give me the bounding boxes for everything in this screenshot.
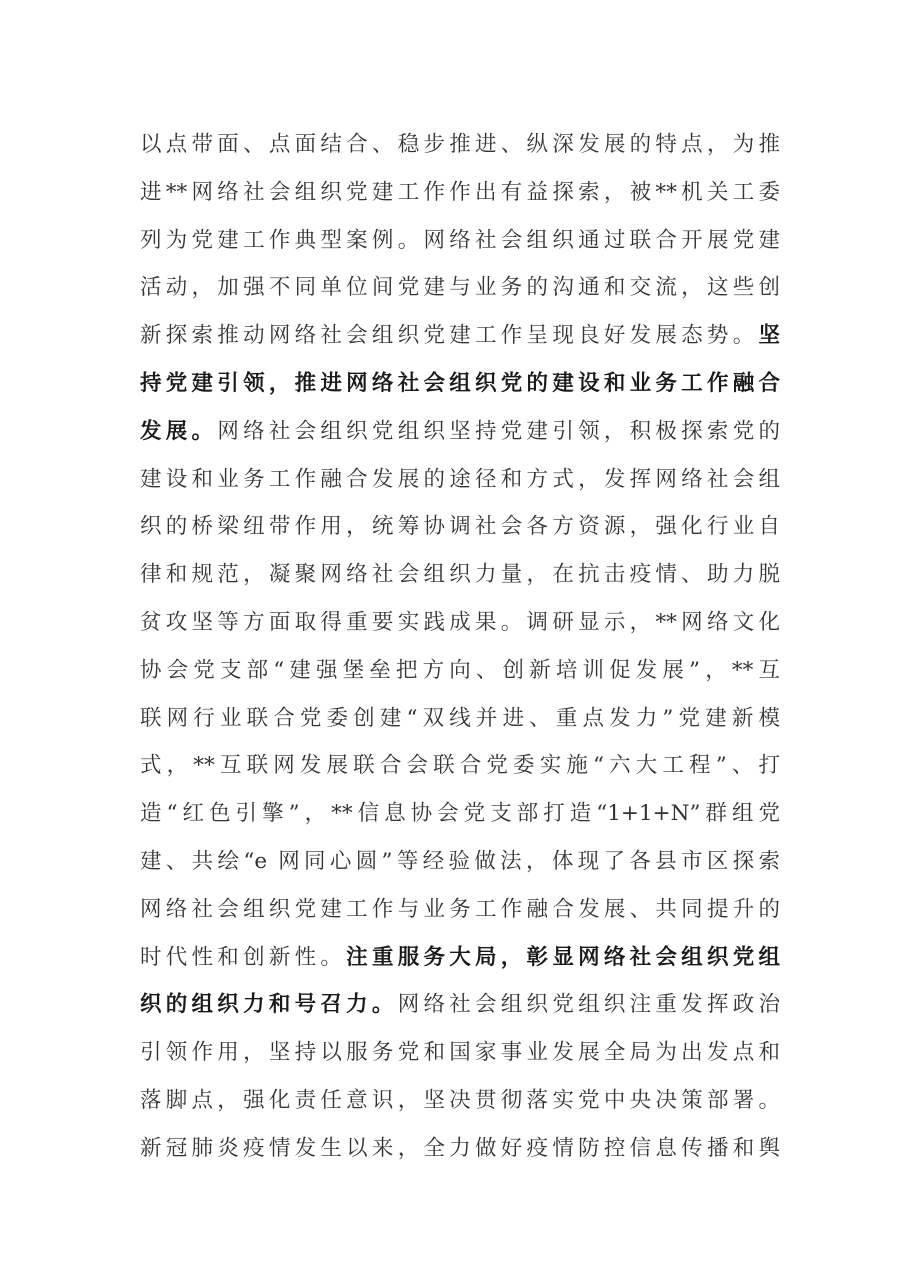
text-line [140, 790, 780, 838]
body-text-run: 联网行业联合党委创建“双线并进、重点发力”党建新模 [140, 705, 780, 731]
body-text-run: 落脚点，强化责任意识，坚决贯彻落实党中央决策部署。 [140, 1087, 780, 1113]
text-line [140, 695, 780, 743]
body-text-run: 式，**互联网发展联合会联合党委实施“六大工程”、打 [140, 753, 780, 779]
body-text-run: 时代性和创新性。 [140, 944, 347, 970]
text-line [140, 742, 780, 790]
body-text-run: 新探索推动网络社会组织党建工作呈现良好发展态势。 [140, 323, 759, 349]
text-line [140, 503, 780, 551]
text-line [140, 217, 780, 265]
text-line [140, 408, 780, 456]
text-line [140, 551, 780, 599]
text-line [140, 169, 780, 217]
text-line [140, 360, 780, 408]
text-line [140, 647, 780, 695]
body-text-run: 进**网络社会组织党建工作作出有益探索，被**机关工委 [140, 179, 780, 205]
text-line [140, 121, 780, 169]
body-text [140, 121, 780, 1173]
body-text-run: 网络社会组织党组织坚持党建引领，积极探索党的 [217, 418, 780, 444]
text-line [140, 1029, 780, 1077]
text-line [140, 981, 780, 1029]
body-text-run: 造“红色引擎”，**信息协会党支部打造“1+1+N”群组党 [140, 801, 780, 827]
bold-heading-text: 持党建引领，推进网络社会组织党的建设和业务工作融合 [140, 370, 780, 396]
text-line [140, 599, 780, 647]
body-text-run: 活动，加强不同单位间党建与业务的沟通和交流，这些创 [140, 275, 780, 301]
bold-heading-text: 织的组织力和号召力。 [140, 992, 398, 1018]
body-text-run: 以点带面、点面结合、稳步推进、纵深发展的特点，为推 [140, 132, 780, 157]
body-text-run: 律和规范，凝聚网络社会组织力量，在抗击疫情、助力脱 [140, 562, 780, 588]
bold-heading-text: 发展。 [140, 418, 218, 444]
text-line [140, 312, 780, 360]
text-line [140, 934, 780, 982]
bold-heading-text: 坚 [758, 323, 780, 349]
body-text-run: 建设和业务工作融合发展的途径和方式，发挥网络社会组 [140, 466, 780, 492]
body-text-run: 网络社会组织党组织注重发挥政治 [397, 992, 780, 1018]
text-line [140, 264, 780, 312]
text-line [140, 838, 780, 886]
text-line [140, 886, 780, 934]
body-text-run: 织的桥梁纽带作用，统筹协调社会各方资源，强化行业自 [140, 514, 780, 540]
text-line [140, 456, 780, 504]
bold-heading-text: 注重服务大局，彰显网络社会组织党组 [346, 944, 780, 970]
body-text-run: 贫攻坚等方面取得重要实践成果。调研显示，**网络文化 [140, 609, 780, 635]
body-text-run: 建、共绘“e 网同心圆”等经验做法，体现了各县市区探索 [140, 848, 780, 874]
body-text-run: 网络社会组织党建工作与业务工作融合发展、共同提升的 [140, 896, 780, 922]
body-text-run: 列为党建工作典型案例。网络社会组织通过联合开展党建 [140, 227, 780, 253]
body-text-run: 协会党支部“建强堡垒把方向、创新培训促发展”，**互 [140, 657, 780, 683]
body-text-run: 引领作用，坚持以服务党和国家事业发展全局为出发点和 [140, 1040, 780, 1066]
text-line [140, 1125, 780, 1173]
text-line [140, 1077, 780, 1125]
body-text-run: 新冠肺炎疫情发生以来，全力做好疫情防控信息传播和舆 [140, 1135, 780, 1161]
